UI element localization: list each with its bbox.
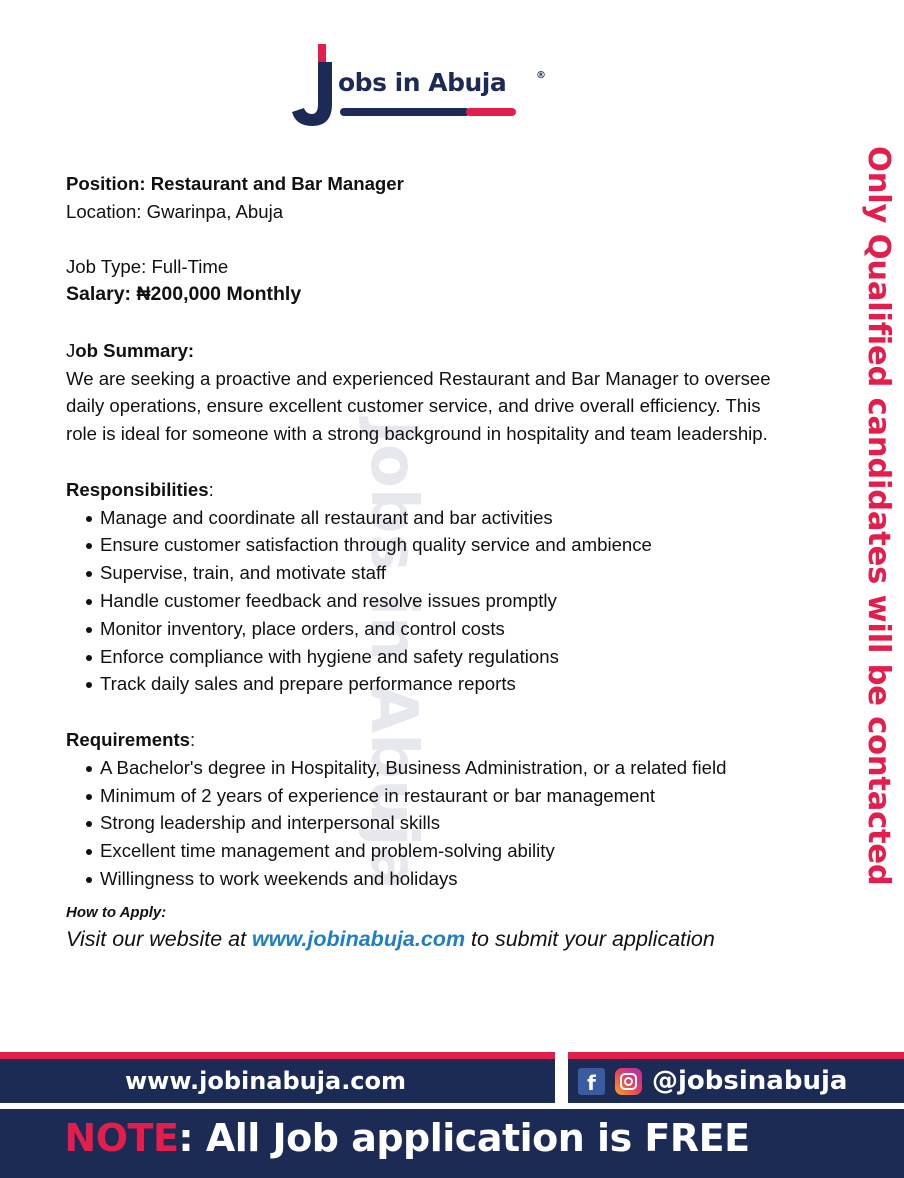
brand-logo <box>290 42 560 132</box>
social-links <box>578 1066 847 1096</box>
position-title: Position: Restaurant and Bar Manager <box>66 173 404 194</box>
list-item: A Bachelor's degree in Hospitality, Business Administration, or a related field <box>66 754 786 782</box>
job-location: Location: Gwarinpa, Abuja <box>66 200 284 222</box>
list-item: Monitor inventory, place orders, and control costs <box>66 615 786 643</box>
responsibilities-heading: Responsibilities: <box>66 478 214 500</box>
list-item: Handle customer feedback and resolve issues promptly <box>66 587 786 615</box>
how-to-apply-heading: How to Apply: <box>66 903 167 921</box>
website-link[interactable]: www.jobinabuja.com <box>252 926 466 951</box>
qualified-candidates-notice: Only Qualified candidates will be contacted <box>861 146 896 886</box>
requirements-list <box>66 754 806 893</box>
list-item: Strong leadership and interpersonal skills <box>66 809 786 837</box>
footer-accent-left <box>0 1052 555 1059</box>
registered-mark: ® <box>536 70 546 81</box>
free-application-note: NOTE: All Job application is FREE <box>64 1116 750 1160</box>
facebook-icon[interactable]: f <box>578 1068 605 1095</box>
list-item: Manage and coordinate all restaurant and bar activities <box>66 504 786 532</box>
job-summary-heading: Job Summary: <box>66 339 195 361</box>
list-item: Willingness to work weekends and holidays <box>66 865 786 893</box>
list-item: Ensure customer satisfaction through quality service and ambience <box>66 531 786 559</box>
job-type: Job Type: Full-Time <box>66 256 229 278</box>
list-item: Supervise, train, and motivate staff <box>66 559 786 587</box>
job-salary: Salary: ₦200,000 Monthly <box>66 283 302 306</box>
job-posting <box>66 170 806 953</box>
list-item: Minimum of 2 years of experience in restaurant or bar management <box>66 782 786 810</box>
list-item: Track daily sales and prepare performance reports <box>66 670 786 698</box>
social-handle[interactable]: @jobsinabuja <box>652 1066 848 1096</box>
instagram-icon[interactable] <box>615 1068 642 1095</box>
footer-website-link[interactable]: www.jobinabuja.com <box>125 1067 407 1095</box>
list-item: Enforce compliance with hygiene and safety regulations <box>66 643 786 671</box>
watermark-text: Jobs in Abuja <box>356 420 430 890</box>
job-summary: We are seeking a proactive and experienced Restaurant and Bar Manager to oversee daily operations, ensure excellent customer service, and drive overall efficiency. This role is ideal for someone with a strong background in hospitality and team leadership. <box>66 367 771 445</box>
logo-text: obs in Abuja <box>338 68 507 97</box>
footer-accent-right <box>568 1052 904 1059</box>
apply-instructions: Visit our website at www.jobinabuja.com to submit your application <box>66 926 715 951</box>
responsibilities-list <box>66 504 806 699</box>
list-item: Excellent time management and problem-solving ability <box>66 837 786 865</box>
requirements-heading: Requirements: <box>66 728 196 750</box>
